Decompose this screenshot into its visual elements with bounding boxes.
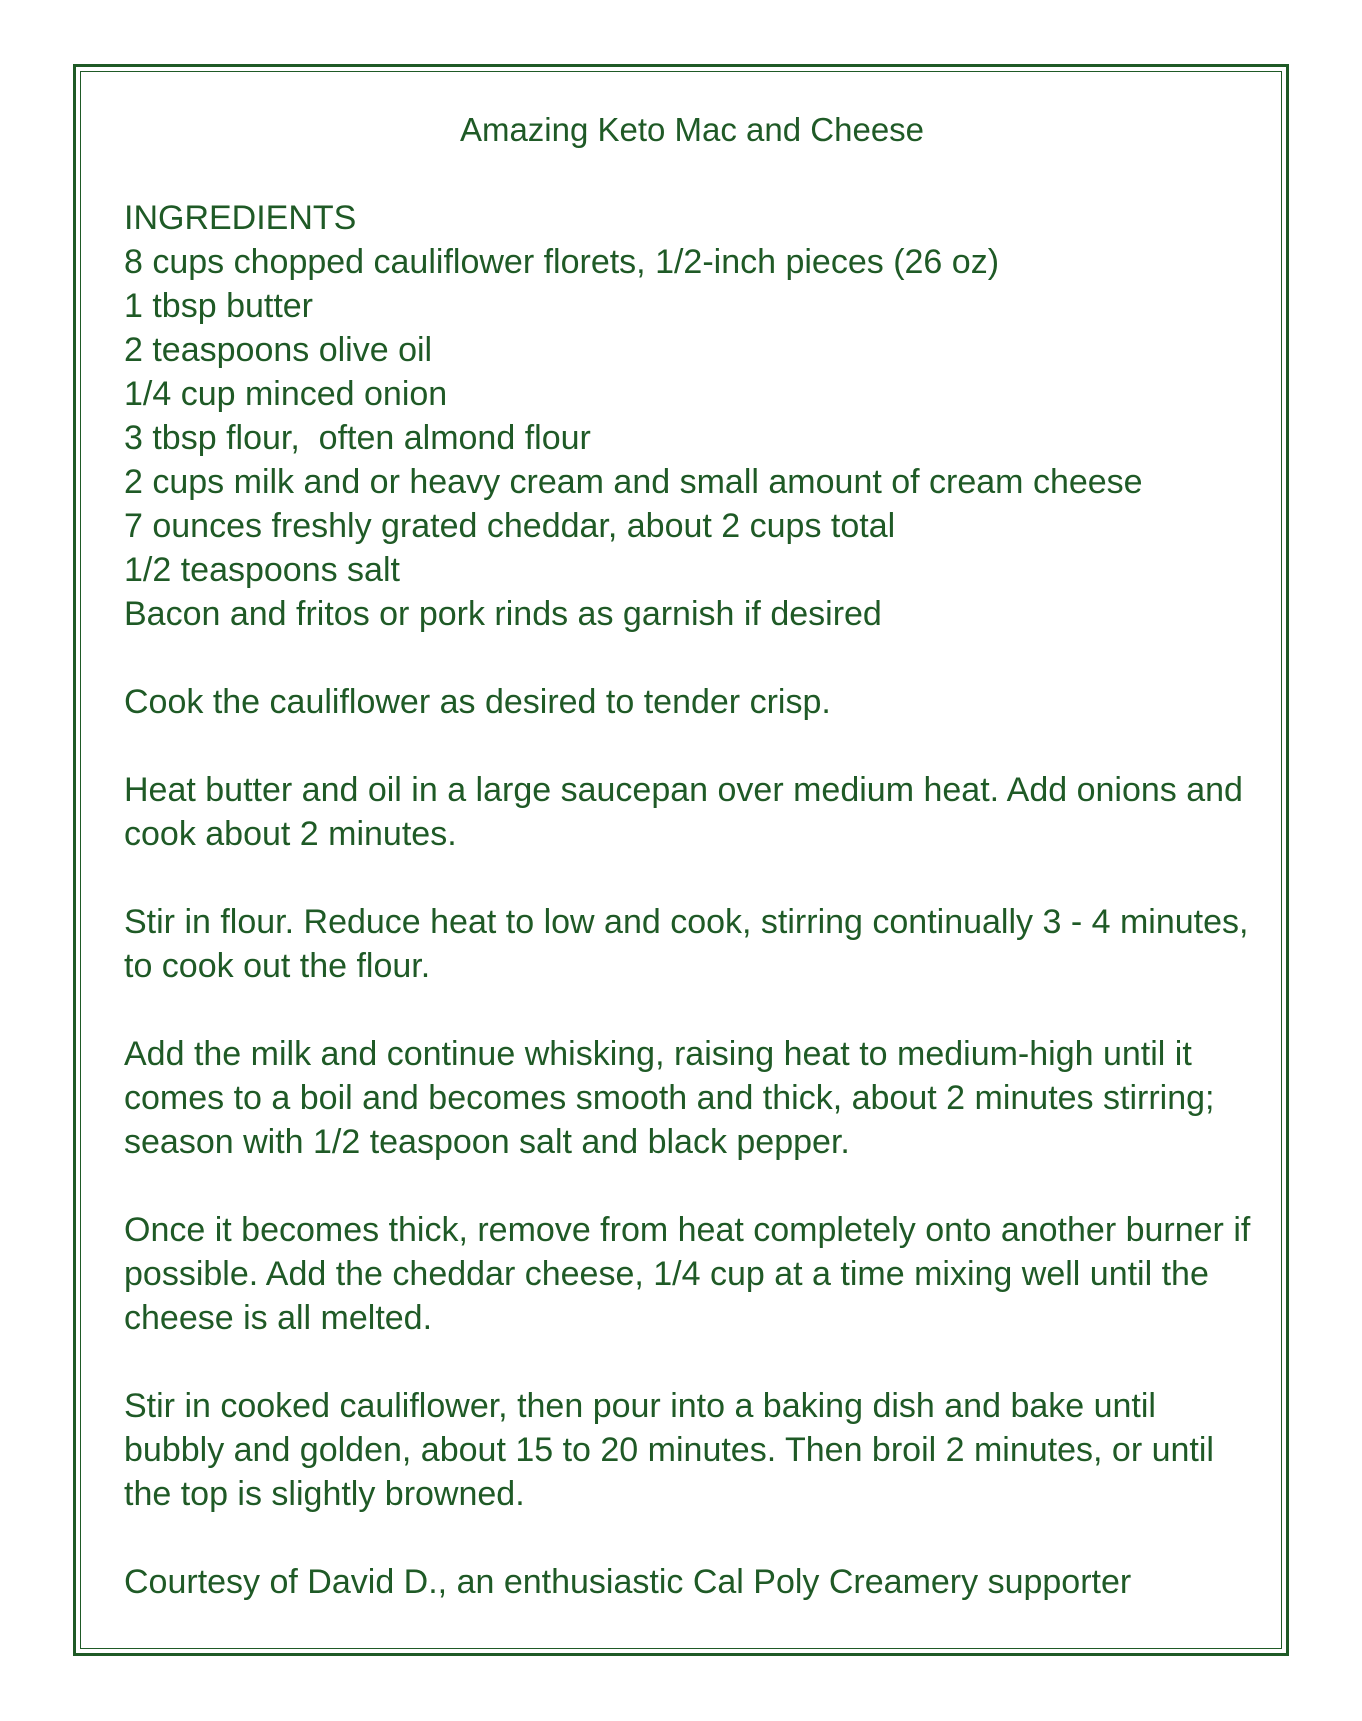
instruction-step: Heat butter and oil in a large saucepan over medium heat. Add onions and cook about 2 minutes.: [124, 771, 1243, 853]
instruction-step: Cook the cauliflower as desired to tender crisp.: [124, 683, 831, 721]
ingredients-heading: INGREDIENTS: [124, 199, 357, 237]
recipe-card: [124, 108, 1264, 1604]
ingredient-item: 1/2 teaspoons salt: [124, 551, 400, 589]
ingredient-item: 3 tbsp flour, often almond flour: [124, 419, 591, 457]
instruction-step: Add the milk and continue whisking, raising heat to medium-high until it comes to a boil and becomes smooth and thick, about 2 minutes stirring; season with 1/2 teaspoon salt and black pepper.: [124, 1035, 1215, 1161]
instruction-step: Once it becomes thick, remove from heat completely onto another burner if possible. Add the cheddar cheese, 1/4 cup at a time mixing well until the cheese is all melted.: [124, 1211, 1251, 1337]
ingredient-item: 2 teaspoons olive oil: [124, 331, 433, 369]
instruction-step: Stir in cooked cauliflower, then pour into a baking dish and bake until bubbly and golden, about 15 to 20 minutes. Then broil 2 minutes, or until the top is slightly browned.: [124, 1387, 1214, 1513]
courtesy-note: Courtesy of David D., an enthusiastic Cal Poly Creamery supporter: [124, 1563, 1132, 1601]
recipe-title: Amazing Keto Mac and Cheese: [459, 111, 925, 148]
ingredient-item: 7 ounces freshly grated cheddar, about 2 cups total: [124, 507, 896, 545]
ingredient-item: 1/4 cup minced onion: [124, 375, 448, 413]
ingredient-item: 8 cups chopped cauliflower florets, 1/2-inch pieces (26 oz): [124, 243, 1000, 281]
ingredient-item: 2 cups milk and or heavy cream and small amount of cream cheese: [124, 463, 1143, 501]
ingredients-list: [124, 240, 1264, 636]
ingredient-item: 1 tbsp butter: [124, 287, 314, 325]
instruction-step: Stir in flour. Reduce heat to low and cook, stirring continually 3 - 4 minutes, to cook out the flour.: [124, 903, 1249, 985]
ingredient-item: Bacon and fritos or pork rinds as garnish if desired: [124, 595, 882, 633]
